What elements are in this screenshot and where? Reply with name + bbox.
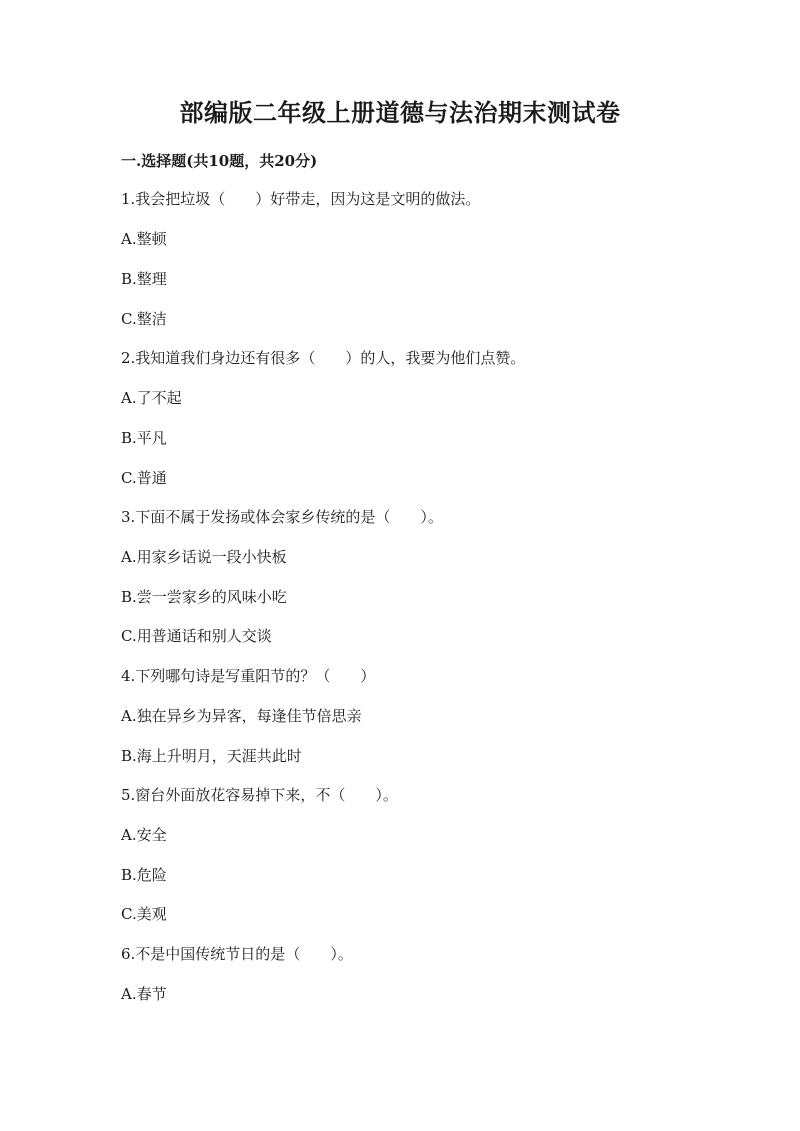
question-option: B.海上升明月，天涯共此时	[121, 747, 302, 765]
question-option: A.用家乡话说一段小快板	[121, 548, 287, 566]
question-stem: 1.我会把垃圾（ ）好带走，因为这是文明的做法。	[121, 190, 481, 208]
question-option: B.整理	[121, 270, 167, 288]
question-option: C.普通	[121, 469, 167, 487]
question-stem: 2.我知道我们身边还有很多（ ）的人，我要为他们点赞。	[121, 349, 526, 367]
question-option: A.了不起	[121, 389, 182, 407]
question-option: A.独在异乡为异客，每逢佳节倍思亲	[121, 707, 362, 725]
question-option: C.用普通话和别人交谈	[121, 627, 272, 645]
question-option: A.整顿	[121, 230, 167, 248]
question-option: B.平凡	[121, 429, 167, 447]
page-title: 部编版二年级上册道德与法治期末测试卷	[179, 98, 621, 127]
question-stem: 6.不是中国传统节日的是（ ）。	[121, 945, 353, 963]
question-option: A.春节	[121, 985, 167, 1003]
question-option: A.安全	[121, 826, 167, 844]
question-stem: 4.下列哪句诗是写重阳节的？（ ）	[121, 667, 376, 685]
section-heading: 一.选择题(共10题，共20分)	[121, 152, 318, 170]
question-option: C.美观	[121, 905, 167, 923]
question-option: B.尝一尝家乡的风味小吃	[121, 588, 287, 606]
question-stem: 5.窗台外面放花容易掉下来，不（ ）。	[121, 786, 398, 804]
question-option: C.整洁	[121, 310, 167, 328]
question-stem: 3.下面不属于发扬或体会家乡传统的是（ ）。	[121, 508, 443, 526]
question-option: B.危险	[121, 866, 167, 884]
